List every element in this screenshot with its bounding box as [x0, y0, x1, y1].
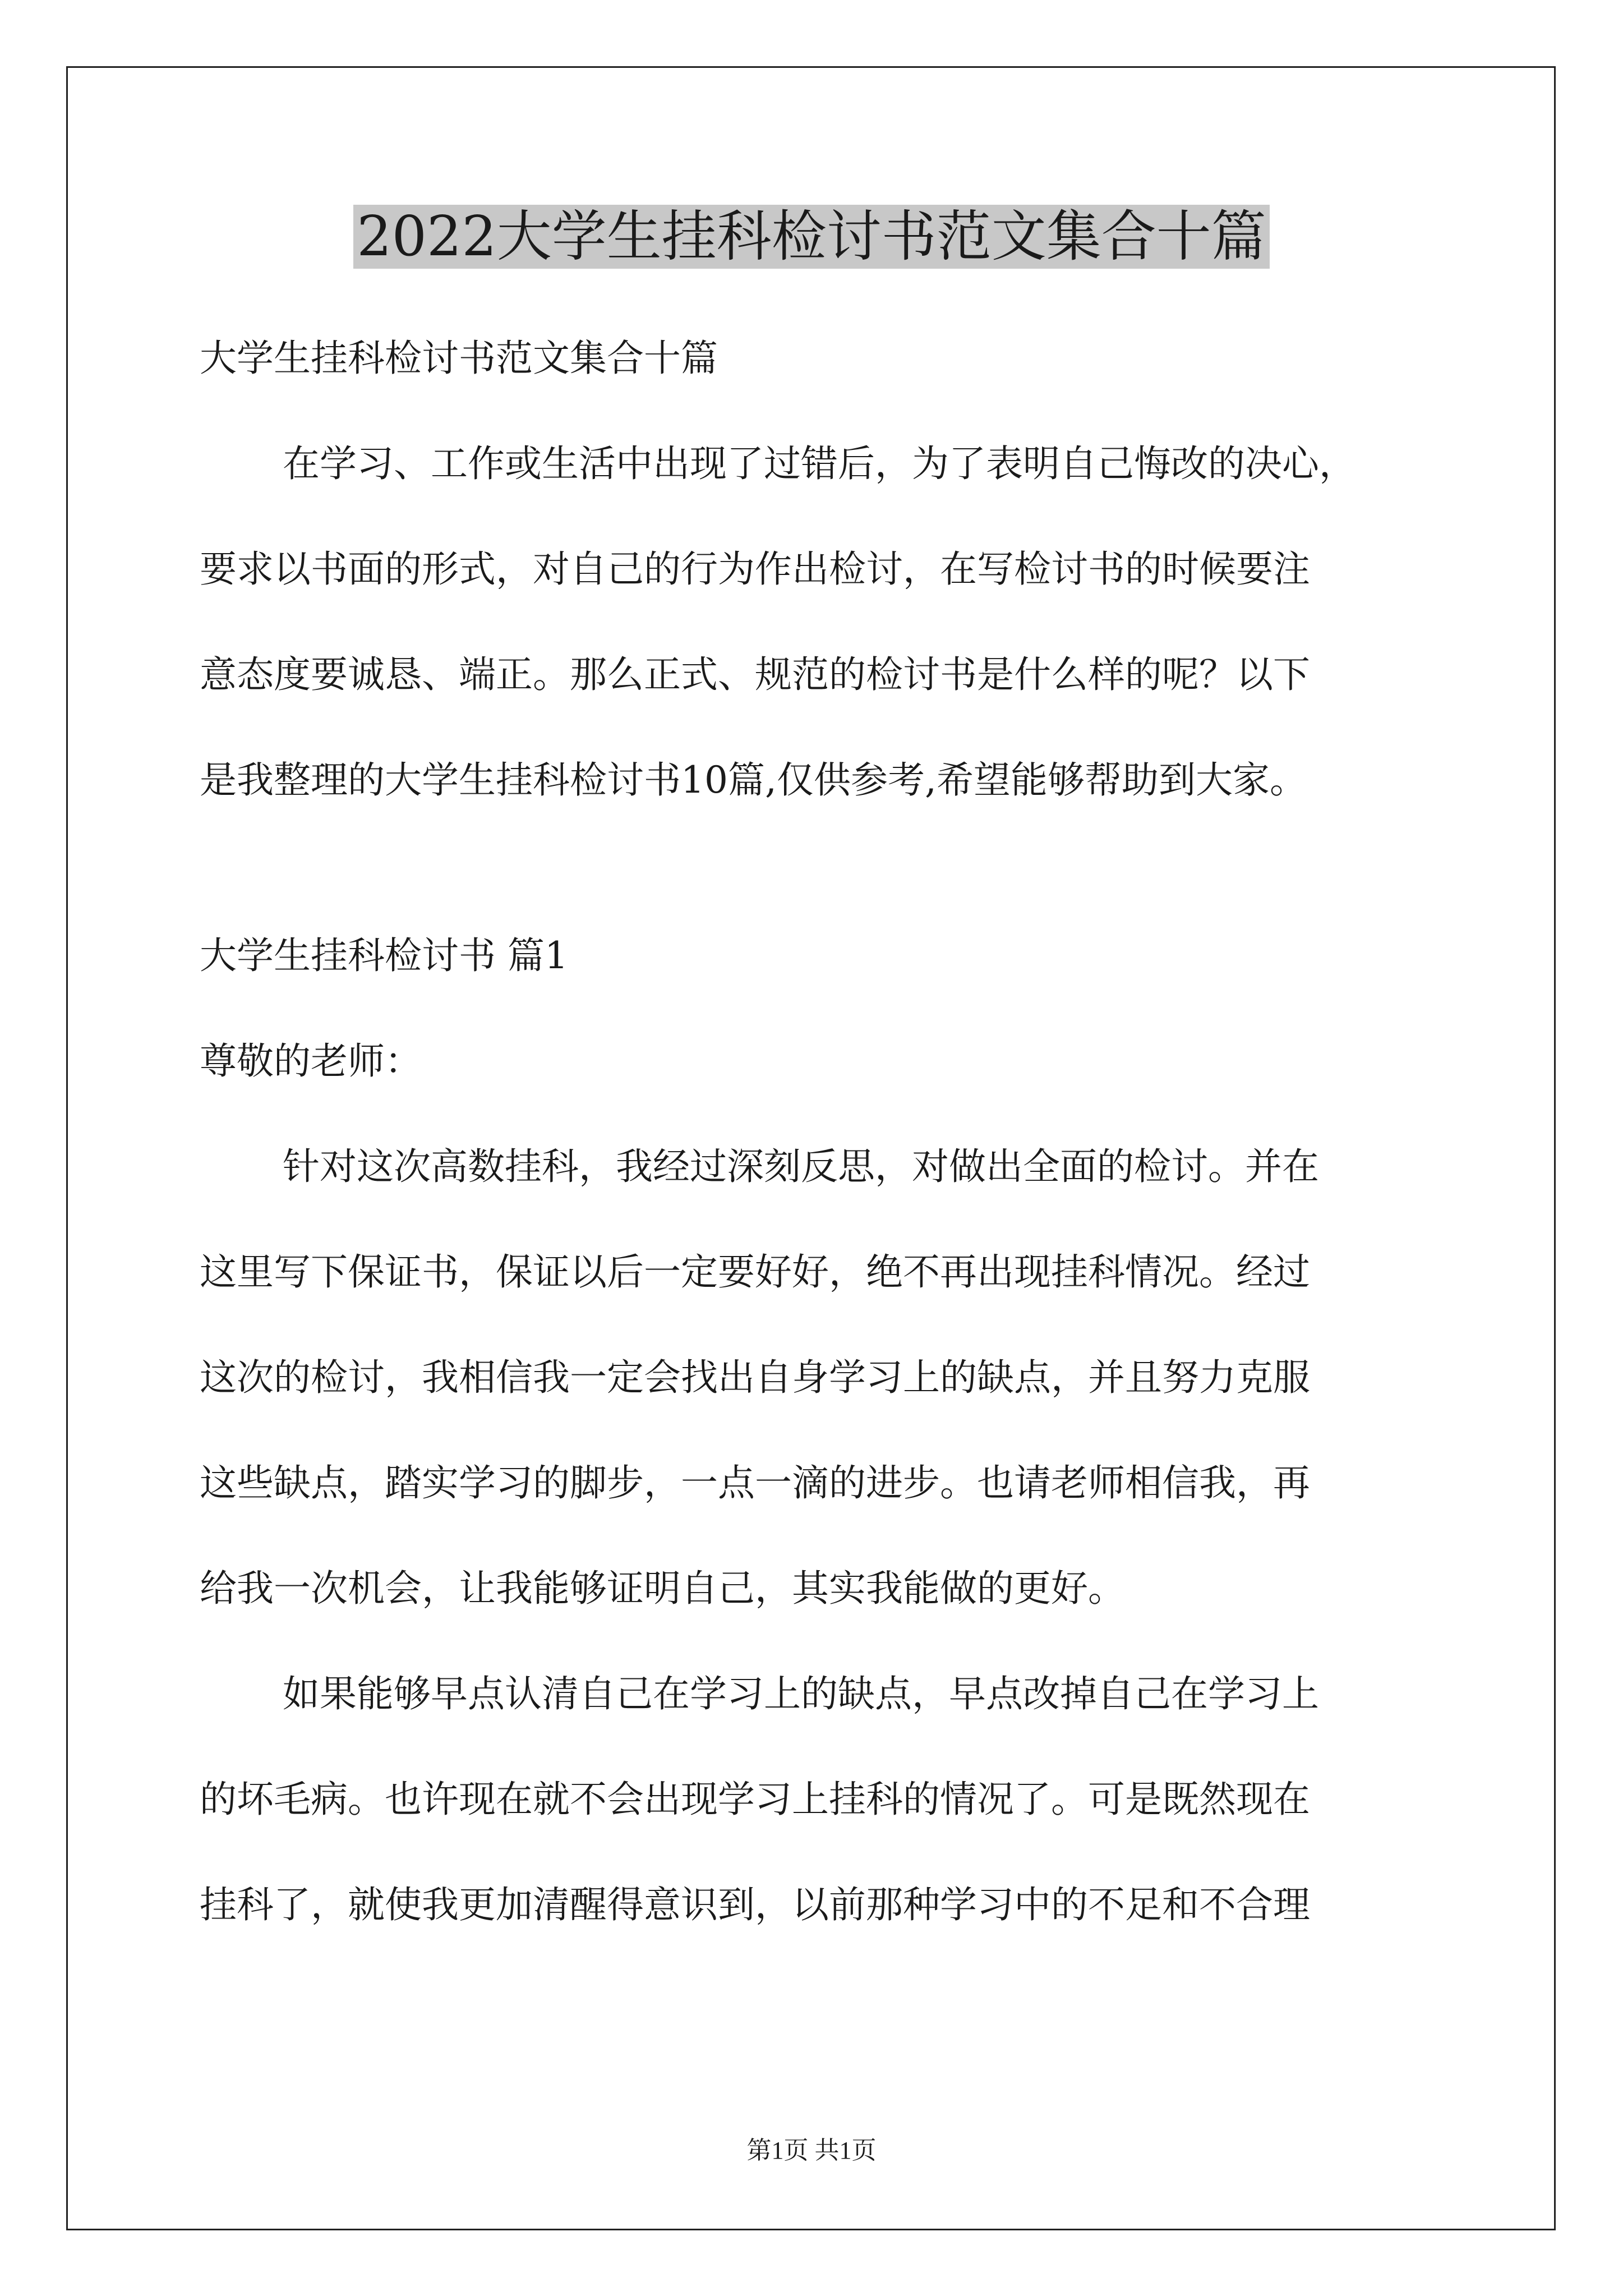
paragraph-line: 这里写下保证书，保证以后一定要好好，绝不再出现挂科情况。经过	[200, 1250, 1310, 1294]
section-heading: 大学生挂科检讨书 篇1	[200, 934, 568, 977]
document-title-text: 2022大学生挂科检讨书范文集合十篇	[353, 205, 1269, 269]
paragraph-line: 挂科了，就使我更加清醒得意识到，以前那种学习中的不足和不合理	[200, 1883, 1310, 1926]
salutation: 尊敬的老师：	[200, 1039, 422, 1083]
intro-line: 在学习、工作或生活中出现了过错后，为了表明自己悔改的决心，	[283, 442, 1356, 485]
paragraph-line: 这些缺点，踏实学习的脚步，一点一滴的进步。也请老师相信我，再	[200, 1461, 1310, 1504]
intro-line: 意态度要诚恳、端正。那么正式、规范的检讨书是什么样的呢？以下	[200, 653, 1310, 696]
paragraph-line: 如果能够早点认清自己在学习上的缺点，早点改掉自己在学习上	[283, 1672, 1319, 1715]
paragraph-line: 针对这次高数挂科，我经过深刻反思，对做出全面的检讨。并在	[283, 1145, 1319, 1188]
paragraph-line: 的坏毛病。也许现在就不会出现学习上挂科的情况了。可是既然现在	[200, 1778, 1310, 1821]
section-gap	[200, 833, 1433, 903]
document-body	[200, 306, 1433, 1958]
intro-line: 要求以书面的形式，对自己的行为作出检讨，在写检讨书的时候要注	[200, 547, 1310, 591]
intro-line: 是我整理的大学生挂科检讨书10篇,仅供参考,希望能够帮助到大家。	[200, 758, 1307, 802]
document-title	[0, 197, 1623, 276]
page-footer: 第1页 共1页	[746, 2137, 877, 2164]
subtitle: 大学生挂科检讨书范文集合十篇	[200, 337, 718, 380]
paragraph-line: 给我一次机会，让我能够证明自己，其实我能做的更好。	[200, 1567, 1125, 1610]
paragraph-line: 这次的检讨，我相信我一定会找出自身学习上的缺点，并且努力克服	[200, 1356, 1310, 1399]
